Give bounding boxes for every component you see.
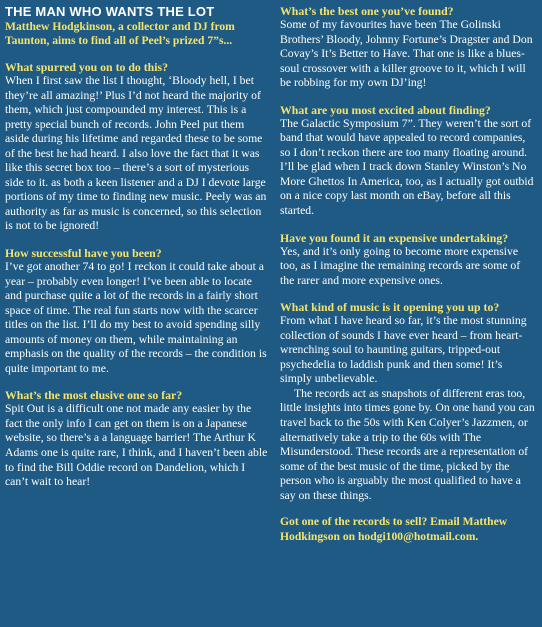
answer-elusive: Spit Out is a difficult one not made any easier by the fact the only info I can get on them is on a Japanese website, so there’s a a language barrier! The Arthur K Adams one is quite rare, I think, and I haven’t been able to find the Bill Oddie record on Dandelion, which I can’t wait to hear! <box>5 402 268 489</box>
left-column <box>5 4 268 627</box>
answer-spurred: When I first saw the list I thought, ‘Bloody hell, I bet they’re all amazing!’ Plus I’d not heard the majority of them, which just compounded my interest. This is a pretty special bunch of records. John Peel put them aside during his lifetime and regarded these to be some of the best he had heard. I also love the fact that it was like this secret box too – there’s a sort of mysterious side to it. as both a keen listener and a DJ I devote large portions of my time to finding new music. Peely was an authority as far as music is concerned, so this selection is not to be ignored! <box>5 74 267 233</box>
answer-successful: I’ve got another 74 to go! I reckon it could take about a year – probably even longer! I’ve been able to locate and purchase quite a lot of the records in a fairly short space of time. The real fun starts now with the scarcer titles on the list. I’ll do my best to avoid spending silly amounts of money on them, while maintaining an emphasis on the quality of the records – the condition is quite important to me. <box>5 260 267 375</box>
question-best: What’s the best one you’ve found? <box>280 4 454 18</box>
question-music: What kind of music is it opening you up to? <box>280 300 500 315</box>
answer-music-continued: The records act as snapshots of different eras too, little insights into times gone by. On one hand you can travel back to the 50s with Ken Colyer’s Jazzmen, or alternatively take a trip to the 60s with The Misunderstood. These records are a representation of some of the best music of the time, picked by the person who is arguably the most qualified to have a say on these things. <box>280 386 535 502</box>
contact-callout: Got one of the records to sell? Email Matthew Hodkingson on hodgi100@hotmail.com. <box>280 515 508 543</box>
answer-best: Some of my favourites have been The Golinski Brothers’ Bloody, Johnny Fortune’s Dragster and Don Covay’s It’s Better to Have. That one is like a blues-soul crossover with a killer groove to it, which I will be robbing for my own DJ’ing! <box>280 18 533 90</box>
question-expensive: Have you found it an expensive undertaking? <box>280 230 509 245</box>
answer-expensive: Yes, and it’s only going to become more expensive too, as I imagine the remaining records are some of the rarer and more expensive ones. <box>280 244 521 287</box>
question-spurred: What spurred you on to do this? <box>5 60 169 74</box>
question-successful: How successful have you been? <box>5 246 162 261</box>
answer-excited: The Galactic Symposium 7”. They weren’t the sort of band that would have appealed to record companies, so I don’t reckon there are too many floating around. I’ll be glad when I track down Stanley Winston’s No More Ghettos In America, too, as I actually got outbid on a nice copy last month on eBay, before all this started. <box>280 116 534 218</box>
question-elusive: What’s the most elusive one so far? <box>5 388 183 403</box>
headline: THE MAN WHO WANTS THE LOT <box>5 4 215 19</box>
right-column <box>280 4 537 627</box>
question-excited: What are you most excited about finding? <box>280 102 491 117</box>
standfirst: Matthew Hodgkinson, a collector and DJ from Taunton, aims to find all of Peel’s prized 7”s... <box>5 20 235 47</box>
answer-music: From what I have heard so far, it’s the most stunning collection of sounds I have ever heard – from heart-wrenching soul to haunting guitars, tripped-out psychedelia to laddish punk and then some! It’s simply unbelievable. <box>280 314 527 386</box>
